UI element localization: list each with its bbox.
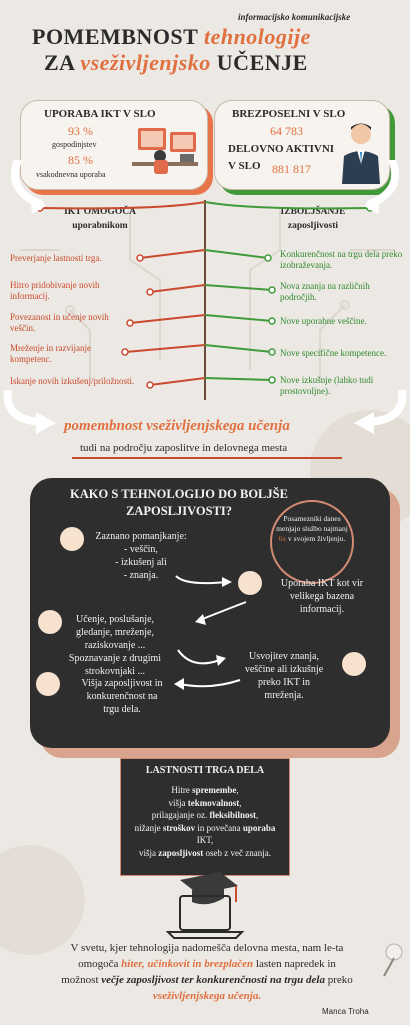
employed-heading-a: DELOVNO AKTIVNI xyxy=(228,143,335,155)
unemployed-heading: BREZPOSELNI V SLO xyxy=(232,108,346,120)
right-branch-item: Nove uporabne veščine. xyxy=(280,316,367,326)
conclusion-line xyxy=(22,956,392,972)
right-branch-item: Nove specifične kompetence. xyxy=(280,348,387,358)
header-subtitle: informacijsko komunikacijske xyxy=(238,12,351,22)
title-part: ZA xyxy=(44,50,81,75)
step2-text xyxy=(262,577,382,616)
daily-use-percent: 85 % xyxy=(68,153,93,167)
step4-line: Usvojitev znanja, xyxy=(249,651,319,662)
conclusion-highlight: hiter, učinkovit in brezplačen xyxy=(121,958,254,970)
job-change-part: Posamezniki danes menjajo službo najmanj xyxy=(276,514,348,533)
right-branch-item: Konkurenčnost na trgu dela preko izobraževanja. xyxy=(280,249,403,270)
market-line: prilagajanje oz. fleksibilnost, xyxy=(151,810,259,820)
page-title-line2 xyxy=(44,50,308,76)
market-text: nižanje xyxy=(134,822,163,833)
step2-line: velikega bazena xyxy=(289,591,355,602)
step3-line: Učenje, poslušanje, xyxy=(75,614,155,625)
left-branch-item: Mreženje in razvijanje kompetenc. xyxy=(10,343,91,364)
job-change-text xyxy=(276,514,348,544)
employed-value: 881 817 xyxy=(272,162,311,176)
market-text: višja xyxy=(168,797,188,808)
title-part-highlight: vseživljenjsko xyxy=(80,50,211,75)
market-text: višja xyxy=(139,847,159,858)
step1-text xyxy=(86,530,196,582)
unemployed-value: 64 783 xyxy=(270,124,303,138)
right-branch-item: Nove izkušnje (lahko tudi prostovoljne). xyxy=(280,375,374,396)
market-line xyxy=(122,822,288,835)
market-text: in povečana xyxy=(195,822,243,833)
step4-line: veščine ali izkušnje xyxy=(244,664,324,675)
step5-line: konkurenčnost na xyxy=(86,691,158,702)
market-text: prilagajanje oz. xyxy=(151,810,210,820)
employability-line2: zaposljivosti xyxy=(287,221,339,231)
households-percent: 93 % xyxy=(68,124,93,138)
title-part: POMEMBNOST xyxy=(32,24,204,49)
job-change-count: 6x xyxy=(278,534,287,543)
left-branch-item: Iskanje novih izkušenj/priložnosti. xyxy=(10,376,135,386)
conclusion-text xyxy=(22,940,392,1004)
step2-line: informacij. xyxy=(299,604,345,615)
title-part-highlight: tehnologije xyxy=(203,24,311,49)
market-line xyxy=(122,847,288,860)
labour-market-list xyxy=(122,784,288,859)
job-change-part: v svojem življenju. xyxy=(288,534,346,543)
step2-line: Uporaba IKT kot vir xyxy=(280,578,364,589)
step5-line: trgu dela. xyxy=(103,704,141,715)
step5-text xyxy=(60,677,184,716)
conclusion-line: V svetu, kjer tehnologija nadomešča delovna mesta, nam le-ta xyxy=(70,942,344,954)
curved-arrow-left-top xyxy=(0,160,60,220)
step3-text xyxy=(46,613,184,678)
ict-enables-line2: uporabnikom xyxy=(72,221,128,231)
author-credit: Manca Troha xyxy=(322,1007,369,1016)
conclusion-part: omogoča xyxy=(78,958,122,970)
market-line: IKT, xyxy=(196,835,214,845)
market-keyword: uporaba xyxy=(242,822,276,833)
page-title-line1 xyxy=(32,24,311,50)
labour-market-title: LASTNOSTI TRGA DELA xyxy=(145,765,265,776)
banner-headline: pomembnost vseživljenjskega učenja xyxy=(64,418,290,434)
conclusion-part: preko xyxy=(324,974,353,986)
step3-line: gledanje, mreženje, xyxy=(75,627,154,638)
step3-line: strokovnjaki ... xyxy=(85,666,145,677)
market-keyword: tekmovalnost xyxy=(187,797,240,808)
step4-line: mreženja. xyxy=(264,690,304,701)
market-keyword: fleksibilnost xyxy=(209,810,256,820)
market-line: Hitre spremembe, xyxy=(171,785,239,795)
step3-line: Spoznavanje z drugimi xyxy=(68,653,162,664)
step1-line: - veščin, xyxy=(124,544,158,555)
conclusion-part: lasten napredek in xyxy=(253,958,336,970)
conclusion-line-highlight: vseživljenjskega učenja. xyxy=(152,990,262,1002)
market-keyword: zaposljivost xyxy=(158,847,204,858)
left-branch-item: Hitro pridobivanje novih informacij. xyxy=(10,280,100,301)
employed-heading-b: V SLO xyxy=(228,160,261,172)
right-branch-item: Nova znanja na različnih področjih. xyxy=(280,281,370,302)
market-text: oseb z več znanja. xyxy=(203,847,271,858)
step3-line: raziskovanje ... xyxy=(84,640,146,651)
banner-underline xyxy=(72,457,342,459)
daily-use-label: vsakodnevna uporaba xyxy=(36,170,106,179)
ict-usage-heading: UPORABA IKT V SLO xyxy=(44,108,156,120)
conclusion-part: možnost xyxy=(61,974,102,986)
households-label: gospodinjstev xyxy=(52,140,97,149)
market-line: višja tekmovalnost, xyxy=(168,797,242,808)
title-part: UČENJE xyxy=(210,50,308,75)
step1-line: - znanja. xyxy=(123,570,159,581)
market-keyword: stroškov xyxy=(162,822,196,833)
step-bubble xyxy=(60,527,84,551)
left-branch-item: Povezanost in učenje novih veščin. xyxy=(10,312,109,333)
step4-line: preko IKT in xyxy=(257,677,311,688)
panel-title: KAKO S TEHNOLOGIJO DO BOLJŠE ZAPOSLJIVOSTI? xyxy=(70,487,288,518)
conclusion-line xyxy=(22,972,392,988)
step5-line: Višja zaposljivost in xyxy=(81,678,163,689)
left-branch-item: Preverjanje lastnosti trga. xyxy=(10,253,102,263)
curved-arrow-left-banner xyxy=(0,390,70,440)
market-text: Hitre xyxy=(171,785,193,795)
step4-text xyxy=(226,650,342,702)
conclusion-emphasis: večje zaposljivost ter konkurenčnosti na trgu dela xyxy=(101,974,325,986)
employability-line1: IZBOLJŠANJE xyxy=(280,207,346,217)
ict-enables-line1: IKT OMOGOČA xyxy=(64,207,136,217)
banner-subline: tudi na področju zaposlitve in delovnega mesta xyxy=(80,442,288,454)
step1-line: - izkušenj ali xyxy=(115,557,167,568)
step1-line: Zaznano pomanjkanje: xyxy=(95,531,187,542)
laptop-graduation-icon xyxy=(150,872,260,942)
curved-arrow-right-top xyxy=(350,160,410,220)
curved-arrow-right-banner xyxy=(340,390,410,440)
person-at-computer-illustration xyxy=(130,120,202,182)
market-keyword: spremembe xyxy=(192,785,237,795)
